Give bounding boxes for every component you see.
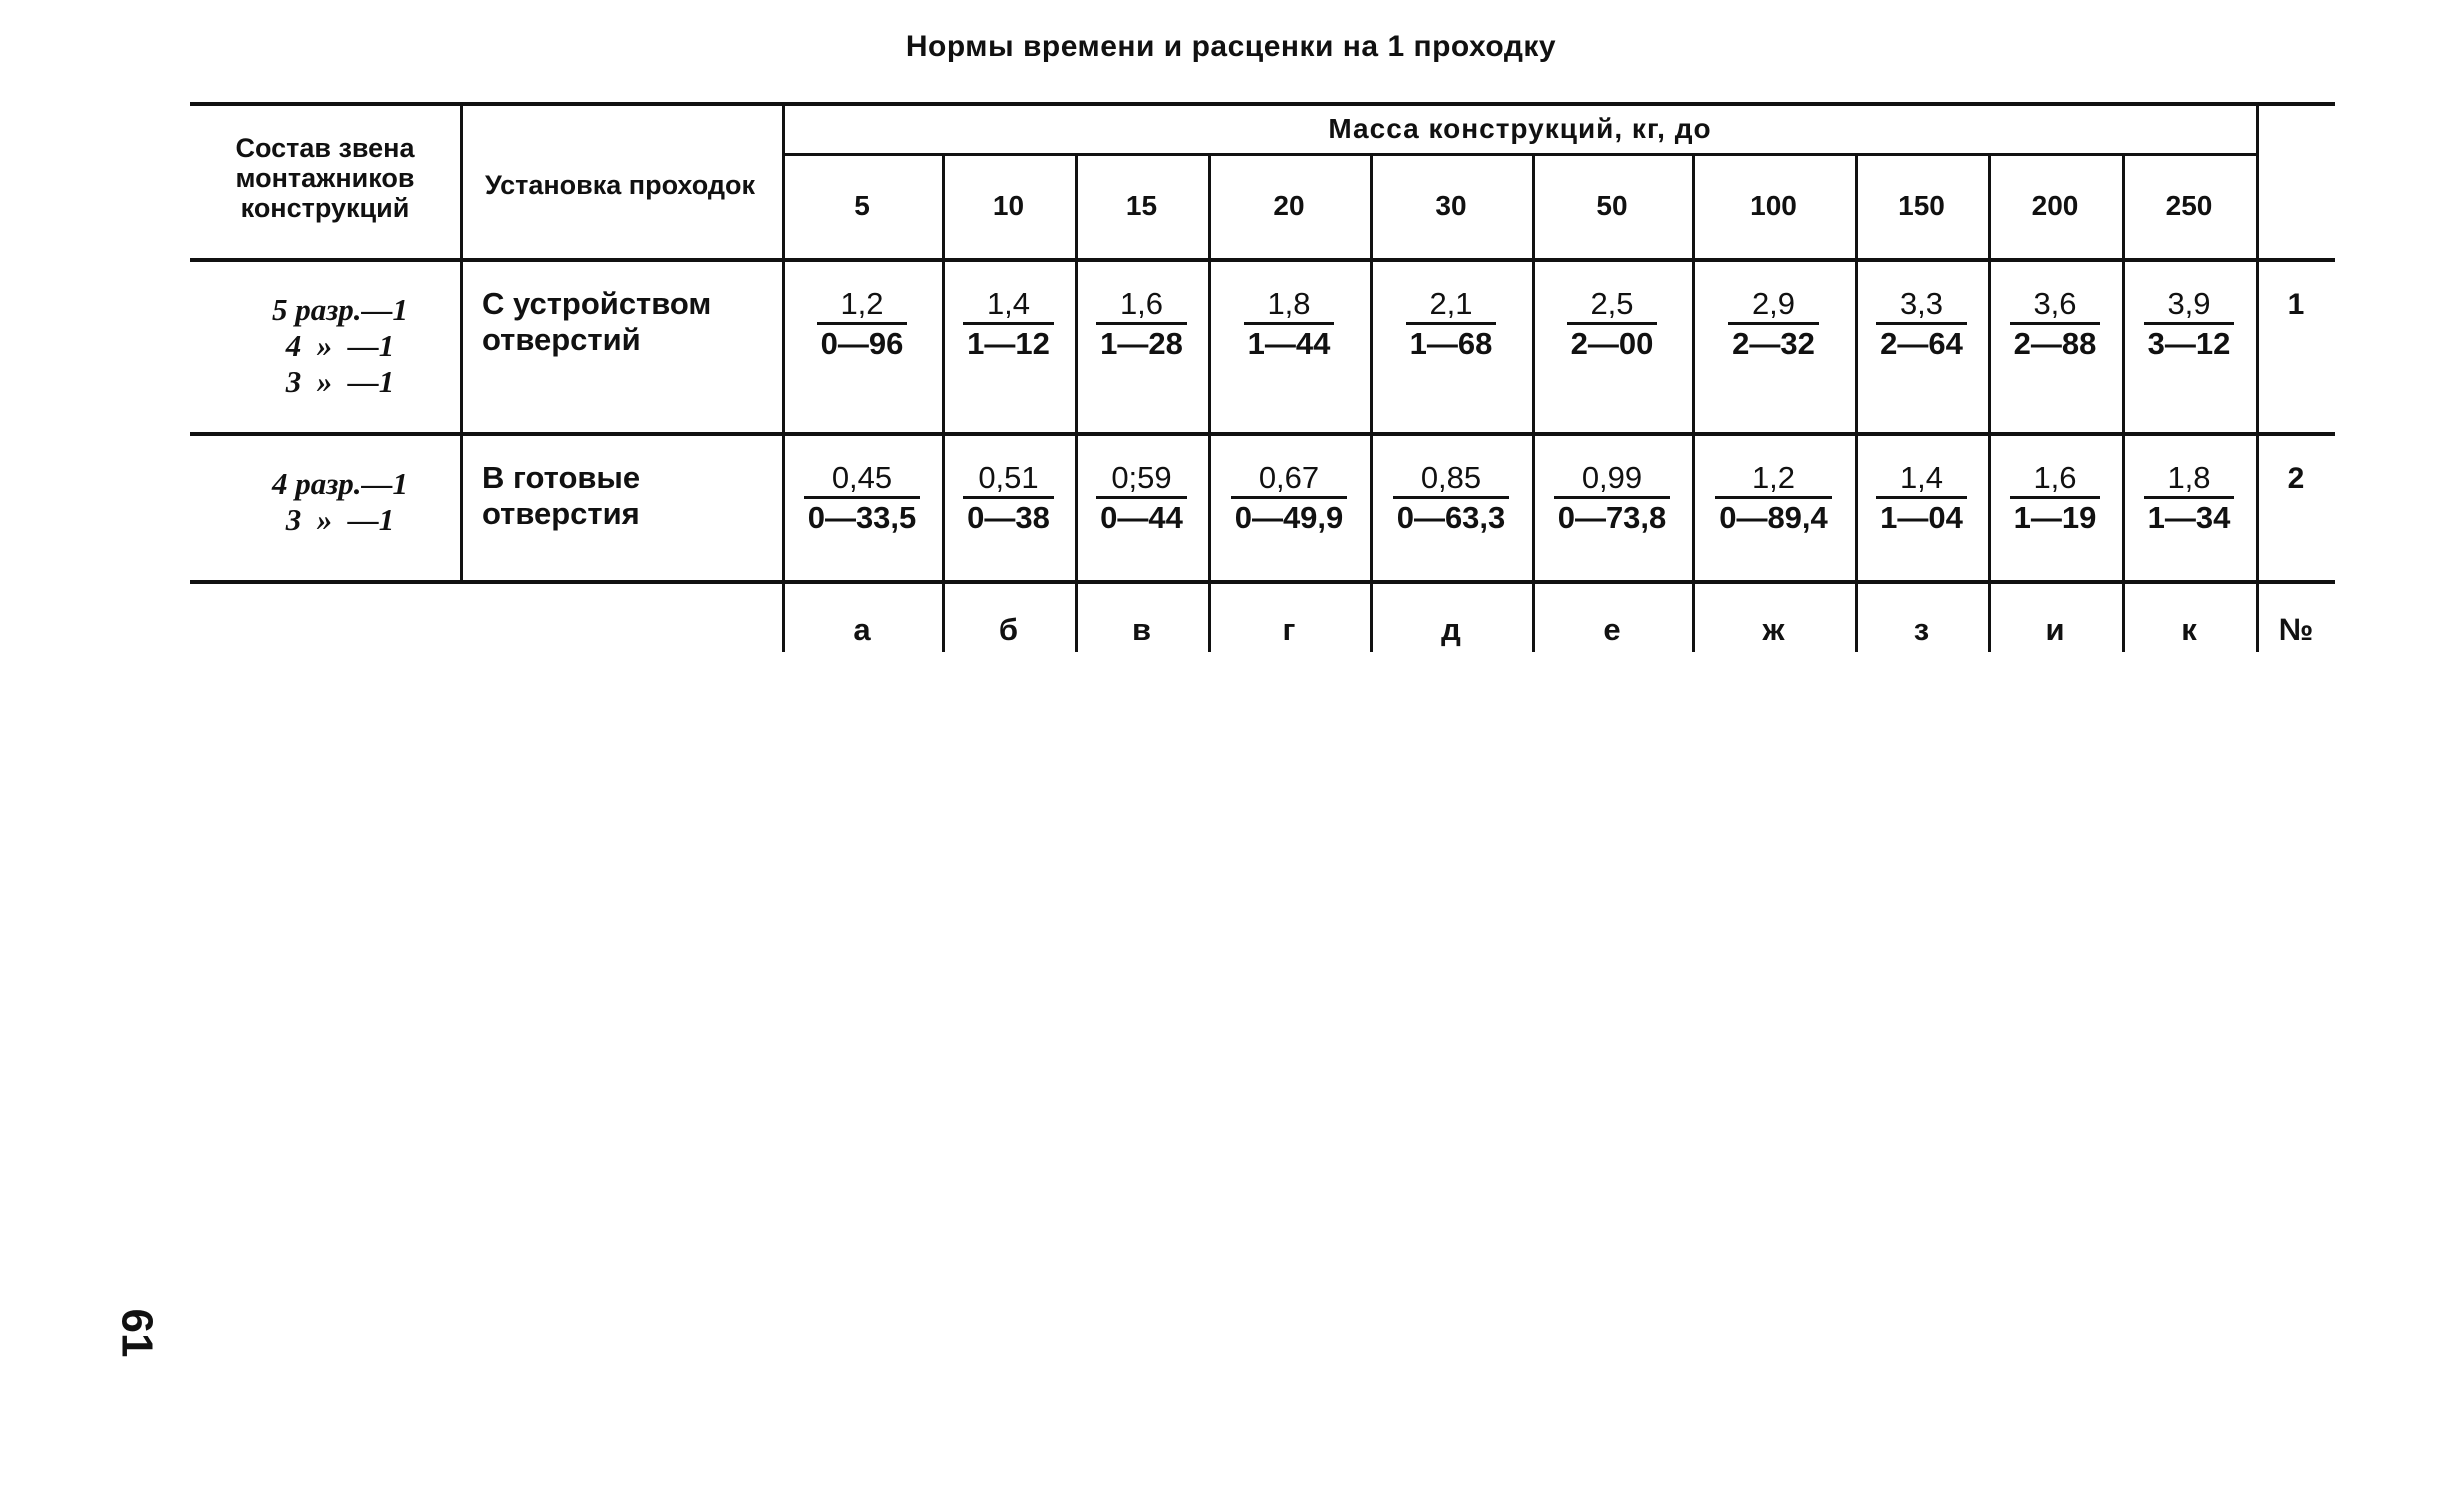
mass-header-cell: 15 [1125, 189, 1158, 221]
fraction-box [1096, 286, 1187, 363]
norm-rate-fraction [1855, 460, 1988, 537]
time-norm: 1,8 [1267, 286, 1311, 321]
norm-rate-fraction [942, 286, 1075, 363]
fraction-box [1567, 286, 1658, 363]
time-norm: 2,9 [1751, 286, 1796, 321]
rate-value: 0—89,4 [1719, 500, 1828, 535]
rate-value: 1—12 [967, 326, 1050, 361]
norm-rate-fraction [2122, 460, 2256, 537]
rate-value: 1—44 [1247, 326, 1331, 361]
time-norm: 1,4 [986, 286, 1031, 321]
mass-header-cell: 250 [2165, 189, 2213, 221]
crew-composition [240, 292, 440, 400]
crew-line: 3 » —1 [285, 364, 395, 399]
norm-rate-fraction [1208, 460, 1370, 537]
column-letter: г [1282, 612, 1296, 647]
column-letter: з [1913, 612, 1930, 647]
time-norm: 2,5 [1590, 286, 1634, 321]
header-mass-group: Масса конструкций, кг, до [1328, 113, 1712, 144]
rate-value: 1—04 [1880, 500, 1963, 535]
column-letter: в [1131, 612, 1152, 647]
crew-composition [240, 466, 440, 538]
time-norm: 1,6 [2033, 460, 2077, 495]
rate-value: 2—64 [1880, 326, 1963, 361]
fraction-box [963, 460, 1054, 537]
rate-value: 0—44 [1100, 500, 1183, 535]
fraction-box [1244, 286, 1335, 363]
time-norm: 1,2 [1751, 460, 1796, 495]
time-norm: 2,1 [1429, 286, 1473, 321]
crew-line: 4 разр.—1 [271, 466, 409, 501]
crew-column-rule [460, 102, 463, 580]
fraction-box [1876, 460, 1967, 537]
column-letter: к [2181, 612, 2197, 647]
time-norm: 0;59 [1111, 460, 1172, 495]
fraction-box [1554, 460, 1671, 537]
rate-value: 2—88 [2013, 326, 2097, 361]
fraction-box [1715, 460, 1832, 537]
time-norm: 1,2 [840, 286, 884, 321]
time-norm: 0,51 [978, 460, 1039, 495]
norm-rate-fraction [1075, 286, 1208, 363]
norm-rate-fraction [1370, 286, 1532, 363]
time-norm: 0,99 [1581, 460, 1643, 495]
rate-value: 1—68 [1409, 326, 1493, 361]
mass-header-cell: 50 [1596, 189, 1628, 221]
fraction-box [1096, 460, 1187, 537]
column-letter: ж [1762, 612, 1785, 647]
norm-rate-fraction [782, 286, 942, 363]
norm-rate-fraction [1075, 460, 1208, 537]
norm-rate-fraction [1208, 286, 1370, 363]
column-letter: е [1603, 612, 1621, 647]
mass-header-cell: 200 [2031, 189, 2079, 221]
time-norm: 0,67 [1258, 460, 1320, 495]
norm-rate-fraction [1532, 460, 1692, 537]
rate-value: 3—12 [2147, 326, 2231, 361]
fraction-box [2010, 286, 2101, 363]
time-norm: 0,85 [1420, 460, 1482, 495]
header-installation: Установка проходок [484, 170, 756, 200]
mass-header-cell: 100 [1750, 189, 1797, 221]
crew-line: 3 » —1 [285, 502, 395, 537]
norm-rate-fraction [1692, 460, 1855, 537]
rate-value: 0—63,3 [1396, 500, 1506, 535]
time-norm: 3,6 [2033, 286, 2077, 321]
fraction-box [817, 286, 908, 363]
fraction-box [2010, 460, 2101, 537]
norm-rate-fraction [1988, 286, 2122, 363]
crew-line: 5 разр.—1 [271, 292, 409, 327]
row-number: 2 [2287, 462, 2305, 495]
mass-header-cell: 150 [1898, 189, 1945, 221]
time-norm: 3,3 [1899, 286, 1944, 321]
fraction-box [1876, 286, 1967, 363]
row-number: 1 [2287, 288, 2305, 321]
rate-value: 0—38 [967, 500, 1050, 535]
header-crew: Состав звена монтажников конструкций [235, 133, 415, 223]
fraction-box [1393, 460, 1510, 537]
rate-value: 0—73,8 [1557, 500, 1667, 535]
row2-bottom-rule [190, 580, 2335, 584]
norm-rate-fraction [782, 460, 942, 537]
norm-rate-fraction [1370, 460, 1532, 537]
rate-value: 0—49,9 [1234, 500, 1344, 535]
rate-value: 1—19 [2013, 500, 2097, 535]
rate-value: 2—32 [1732, 326, 1815, 361]
fraction-box [1406, 286, 1497, 363]
time-norm: 1,4 [1899, 460, 1944, 495]
column-letter: д [1441, 612, 1461, 647]
norm-rate-fraction [2122, 286, 2256, 363]
page-number: 61 [112, 1308, 162, 1358]
mass-header-cell: 10 [992, 189, 1025, 221]
fraction-box [2144, 460, 2235, 537]
column-letter: и [2045, 612, 2065, 647]
page-title: Нормы времени и расценки на 1 проходку [905, 30, 1557, 63]
time-norm: 3,9 [2167, 286, 2211, 321]
crew-line: 4 » —1 [285, 328, 395, 363]
mass-header-cell: 5 [854, 189, 870, 221]
installation-type: С устройством отверстий [482, 286, 712, 357]
norm-rate-fraction [1855, 286, 1988, 363]
table-top-rule [190, 102, 2335, 106]
norm-rate-fraction [1692, 286, 1855, 363]
norm-rate-fraction [1532, 286, 1692, 363]
time-norm: 1,6 [1119, 286, 1164, 321]
rate-value: 0—96 [820, 326, 904, 361]
time-norm: 1,8 [2167, 460, 2211, 495]
column-rule [2256, 102, 2259, 652]
norm-rate-fraction [1988, 460, 2122, 537]
rate-value: 1—34 [2147, 500, 2231, 535]
time-norm: 0,45 [831, 460, 893, 495]
fraction-box [2144, 286, 2235, 363]
fraction-box [1231, 460, 1348, 537]
fraction-box [963, 286, 1054, 363]
fraction-box [1728, 286, 1819, 363]
number-label: № [2278, 612, 2314, 647]
header-bottom-rule [190, 258, 2335, 262]
installation-type: В готовые отверстия [482, 460, 641, 531]
fraction-box [804, 460, 921, 537]
norm-rate-fraction [942, 460, 1075, 537]
row1-bottom-rule [190, 432, 2335, 436]
column-letter: б [998, 612, 1019, 647]
column-letter: а [853, 612, 871, 647]
rate-value: 2—00 [1570, 326, 1654, 361]
rate-value: 1—28 [1100, 326, 1183, 361]
mass-header-cell: 30 [1435, 189, 1467, 221]
rate-value: 0—33,5 [807, 500, 917, 535]
mass-header-cell: 20 [1273, 189, 1305, 221]
